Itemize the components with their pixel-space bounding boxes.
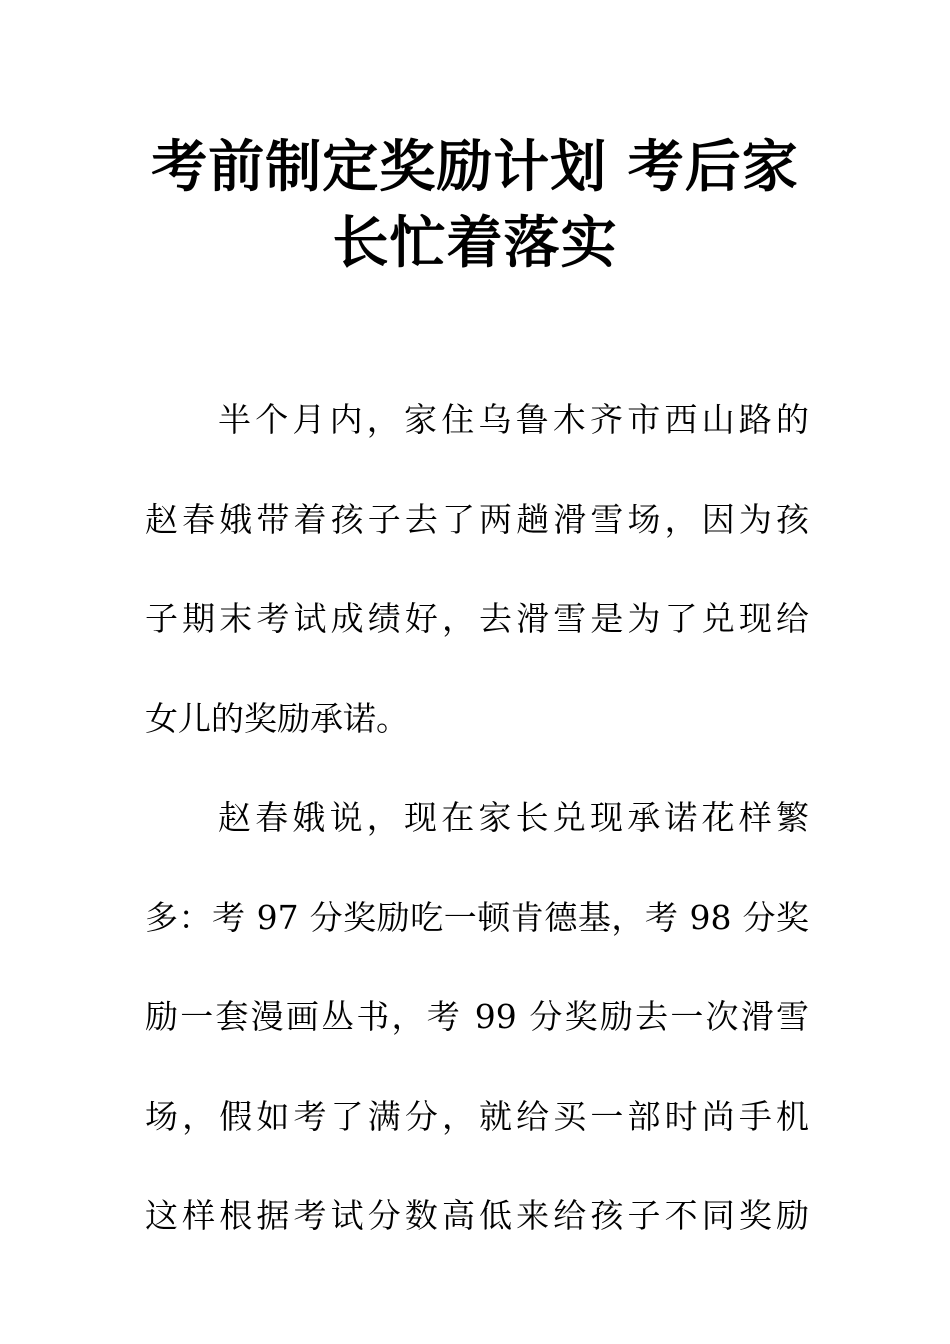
paragraph-1-line-1: 半个月内，家住乌鲁木齐市西山路的 <box>218 400 809 439</box>
paragraph-1-line-3: 子期末考试成绩好，去滑雪是为了兑现给 <box>145 599 809 638</box>
article-body <box>145 370 809 1266</box>
paragraph-2-line-2: 多：考 97 分奖励吃一顿肯德基，考 98 分奖 <box>145 897 809 937</box>
title-line-2: 长忙着落实 <box>332 211 618 276</box>
paragraph-1 <box>145 370 809 768</box>
paragraph-2-line-5: 这样根据考试分数高低来给孩子不同奖励 <box>145 1196 809 1235</box>
paragraph-2 <box>145 768 809 1266</box>
paragraph-2-line-4: 场，假如考了满分，就给买一部时尚手机 <box>145 1096 809 1136</box>
article-title <box>120 130 830 282</box>
paragraph-1-line-2: 赵春娥带着孩子去了两趟滑雪场，因为孩 <box>145 499 809 539</box>
paragraph-2-line-3: 励一套漫画丛书，考 99 分奖励去一次滑雪 <box>145 997 809 1036</box>
title-line-1: 考前制定奖励计划 考后家 <box>151 135 799 200</box>
paragraph-2-line-1: 赵春娥说，现在家长兑现承诺花样繁 <box>218 798 809 837</box>
paragraph-1-line-4: 女儿的奖励承诺。 <box>145 698 409 738</box>
